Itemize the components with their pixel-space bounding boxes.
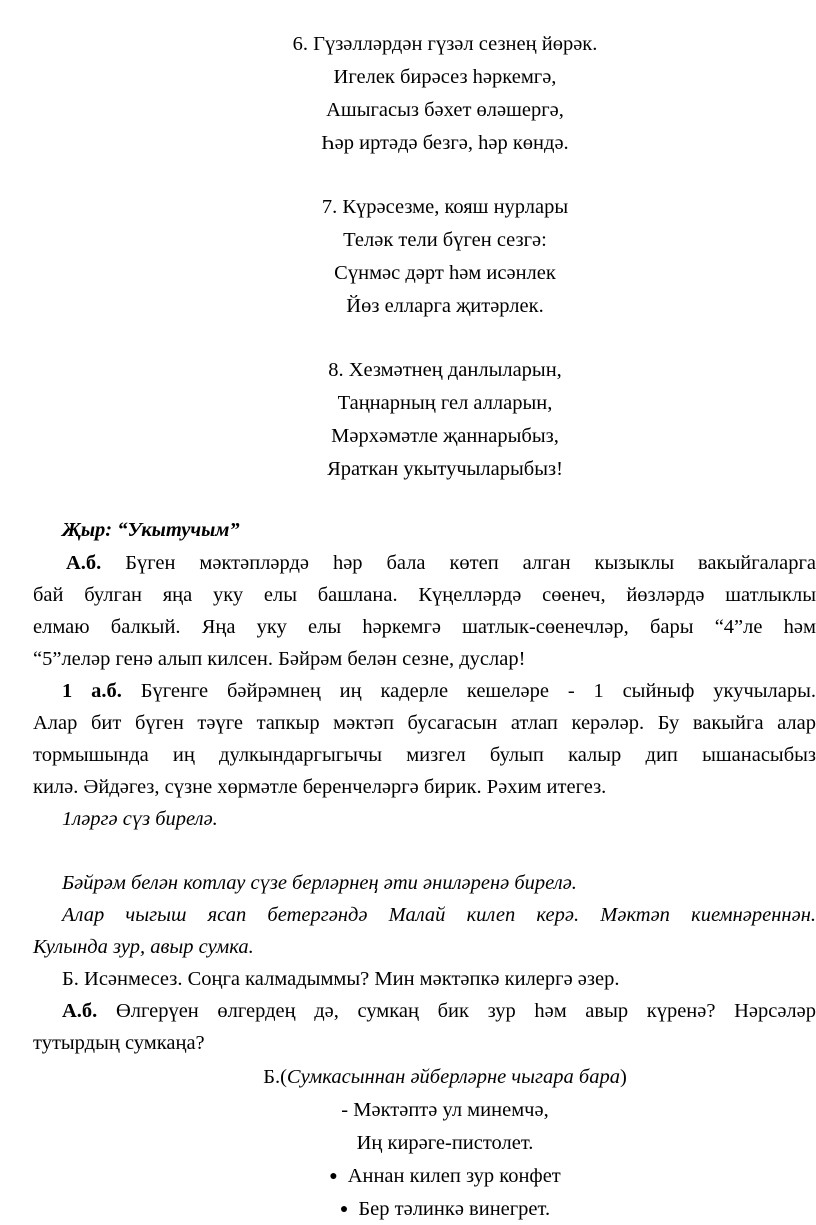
p4-line-2: тутырдың сумкаңа? — [33, 1032, 205, 1054]
verse-7-line-1: 7. Күрәсезме, кояш нурлары — [321, 196, 569, 218]
verse-8-line-1: 8. Хезмәтнең данлыларын, — [328, 359, 562, 381]
verse-8-line-3: Мәрхәмәтле җаннарыбыз, — [331, 425, 559, 447]
bullet-item-1 — [0, 1165, 816, 1188]
bullet-item-2 — [0, 1198, 816, 1221]
p4-line-1 — [62, 1000, 816, 1023]
p4-speaker: А.б. — [62, 1000, 98, 1022]
bullet-dot-icon: ● — [329, 1169, 338, 1184]
verse-6-line-3: Ашыгасыз бәхет өләшергә, — [326, 99, 564, 121]
stage-note-3-line-1: Алар чыгыш ясап бетергәндә Малай килеп керә. Мәктәп киемнәреннән. — [62, 904, 816, 926]
p3-line: Б. Исәнмесез. Соңга калмадыммы? Мин мәктәпкә килергә әзер. — [62, 968, 620, 990]
p1-line-1 — [66, 552, 816, 575]
verse-7-line-3: Сүнмәс дәрт һәм исәнлек — [334, 262, 556, 284]
verse-6-line-4: Һәр иртәдә безгә, һәр көндә. — [321, 132, 569, 154]
stage-note-1: 1ләргә сүз бирелә. — [62, 808, 218, 830]
stage-note-3-line-2: Кулында зур, авыр сумка. — [33, 936, 254, 958]
bullet-item-1-text: Аннан килеп зур конфет — [347, 1165, 561, 1187]
verse-7-line-4: Йөз елларга җитәрлек. — [346, 295, 544, 317]
p4-line-1-text: Өлгерүен өлгердең дә, сумкаң бик зур һәм авыр күренә? Нәрсәләр — [115, 1000, 816, 1022]
verse-8-line-2: Таңнарның гел алларын, — [337, 392, 553, 414]
stage-suffix: ) — [619, 1066, 627, 1088]
verse-6-line-1: 6. Гүзәлләрдән гүзәл сезнең йөрәк. — [292, 33, 598, 55]
p2-line-4: килә. Әйдәгез, сүзне хөрмәтле беренчеләргә бирик. Рәхим итегез. — [33, 776, 607, 798]
stage-italic: Сумкасыннан әйберләрне чыгара бара — [286, 1066, 620, 1088]
verse-7-line-2: Теләк тели бүген сезгә: — [343, 229, 547, 251]
p1-speaker: А.б. — [66, 552, 102, 574]
poem-line-2: Иң кирәге-пистолет. — [356, 1132, 534, 1154]
p1-line-3: елмаю балкый. Яңа уку елы һәркемгә шатлык-сөенечләр, бары “4”ле һәм — [33, 616, 816, 638]
p2-line-1-text: Бүгенге бәйрәмнең иң кадерле кешеләре - 1 сыйныф укучылары. — [140, 680, 816, 702]
p1-line-2: бай булган яңа уку елы башлана. Күңелләрдә сөенеч, йөзләрдә шатлыклы — [33, 584, 816, 606]
stage-prefix: Б.( — [263, 1066, 287, 1088]
p1-line-4: “5”леләр генә алып килсен. Бәйрәм белән сезне, дуслар! — [33, 648, 526, 670]
poem-line-1: - Мәктәптә ул минемчә, — [341, 1099, 549, 1121]
verse-8-line-4: Яраткан укытучыларыбыз! — [327, 458, 563, 480]
p2-line-3: тормышында иң дулкындаргыгычы мизгел булып калыр дип ышанасыбыз — [33, 744, 816, 766]
p2-line-1 — [62, 680, 816, 703]
p2-speaker: 1 а.б. — [62, 680, 122, 702]
stage-direction — [0, 1066, 816, 1089]
p1-line-1-text: Бүген мәктәпләрдә һәр бала көтеп алган кызыклы вакыйгаларга — [125, 552, 816, 574]
song-heading: Җыр: “Укытучым” — [62, 519, 240, 541]
bullet-dot-icon: ● — [339, 1202, 349, 1217]
verse-6-line-2: Игелек бирәсез һәркемгә, — [333, 66, 557, 88]
stage-note-2: Бәйрәм белән котлау сүзе берләрнең әти әниләренә бирелә. — [62, 872, 577, 894]
bullet-item-2-text: Бер тәлинкә винегрет. — [358, 1198, 551, 1220]
p2-line-2: Алар бит бүген тәүге тапкыр мәктәп бусагасын атлап керәләр. Бу вакыйга алар — [33, 712, 816, 734]
